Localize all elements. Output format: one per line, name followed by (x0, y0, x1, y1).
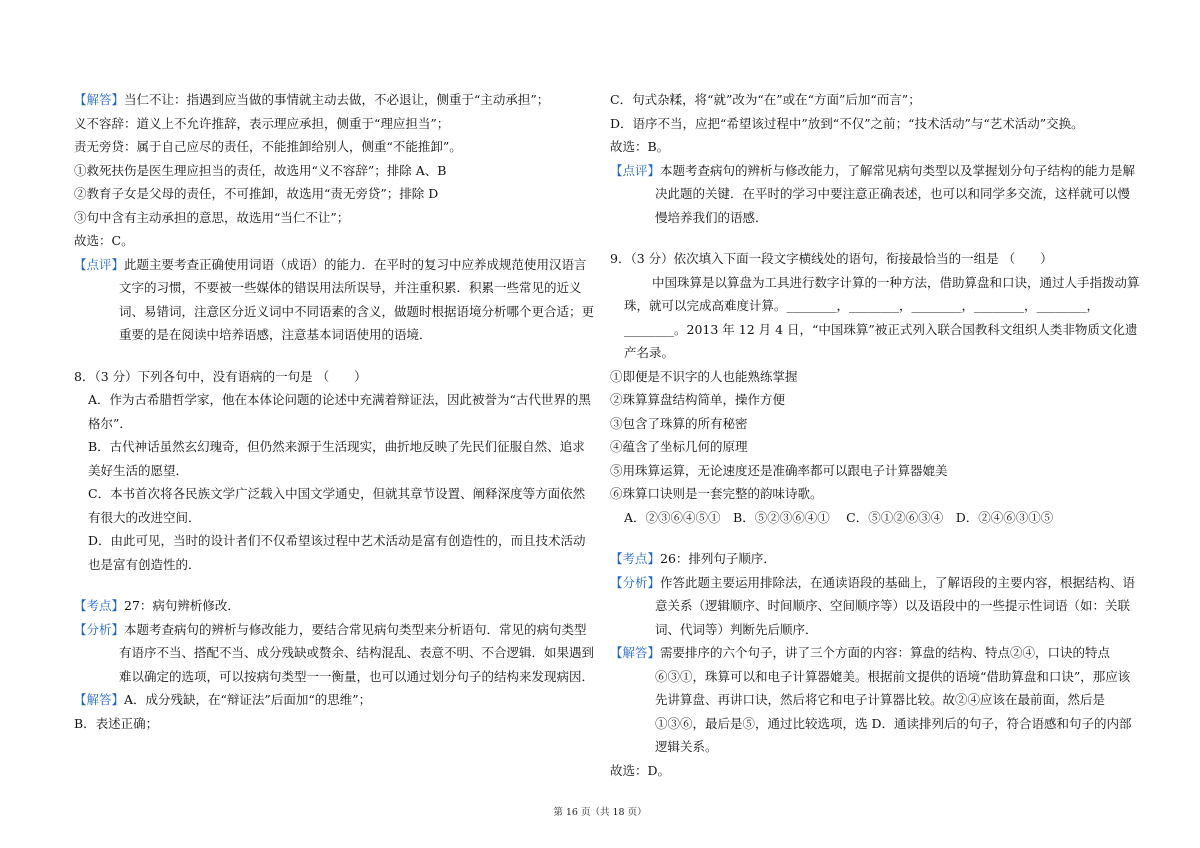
q8-option-c: C．本书首次将各民族文学广泛载入中国文学通史，但就其章节设置、阐释深度等方面依然有很大的改进空间． (88, 486, 586, 525)
jieda-1: 【解答】当仁不让：指遇到应当做的事情就主动去做，不必退让，侧重于“主动承担”； (74, 92, 550, 107)
fenxi-1: 【分析】本题考查病句的辨析与修改能力，要结合常见病句类型来分析语句．常见的病句类型有语序不当、搭配不当、成分残缺或赘余、结构混乱、表意不明、不合逻辑．如果遇到难以确定的选项，可以按病句类型一一衡量，也可以通过划分句子的结构来发现病因． (74, 621, 595, 684)
answer-b: 故选：B。 (610, 139, 670, 154)
line-1: ①救死扶伤是医生理应担当的责任，故选用“义不容辞”；排除 A、B (74, 162, 447, 178)
fenxi-2: 【分析】作答此题主要运用排除法，在通读语段的基础上，了解语段的主要内容，根据结构、语意关系（逻辑顺序、时间顺序、空间顺序等）以及语段中的一些提示性词语（如：关联词、代词等）判断先后顺序． (610, 574, 1136, 637)
q8-option-b: B．古代神话虽然玄幻瑰奇，但仍然来源于生活现实，曲折地反映了先民们征服自然、追求美好生活的愿望． (88, 439, 585, 478)
line-2: ②教育子女是父母的责任，不可推卸，故选用“责无旁贷”；排除 D (74, 186, 439, 201)
q9-passage: 中国珠算是以算盘为工具进行数字计算的一种方法，借助算盘和口诀，通过人手指拨动算珠，就可以完成高难度计算。________，________，________，________，________，________。2013 年 12 月 4 日，“中国珠算”被正式列入联合国教科文组织人类非物质文化遗产名录。 (624, 274, 1140, 360)
page-footer: 第 16 页（共 18 页） (553, 807, 647, 818)
q8-option-d: D．由此可见，当时的设计者们不仅希望该过程中艺术活动是富有创造性的，而且技术活动也是富有创造性的． (88, 533, 586, 572)
q9-sentence-5: ⑤用珠算运算，无论速度还是准确率都可以跟电子计算器媲美 (610, 462, 948, 478)
dianping-2: 【点评】本题考查病句的辨析与修改能力，了解常见病句类型以及掌握划分句子结构的能力是解决此题的关键．在平时的学习中要注意正确表述，也可以和同学多交流，这样就可以慢慢培养我们的语感． (610, 162, 1136, 225)
fix-c: C．句式杂糅，将“就”改为“在”或在“方面”后加“而言”； (610, 92, 921, 107)
q8-stem: 8．（3 分）下列各句中，没有语病的一句是 （ ） (74, 368, 367, 384)
jieda-3: 【解答】需要排序的六个句子，讲了三个方面的内容：算盘的结构、特点②④，口诀的特点⑥③①，珠算可以和电子计算器媲美。根据前文提供的语境“借助算盘和口诀”，那应该先讲算盘、再讲口诀，然后将它和电子计算器比较。故②④应该在最前面，然后是①③⑥，最后是⑤，通过比较选项，选 D．通读排列后的句子，符合语感和句子的内部逻辑关系。 (610, 645, 1132, 754)
jieda-2: 【解答】A．成分残缺，在“辩证法”后面加“的思维”； (74, 692, 372, 707)
answer-c: 故选：C。 (74, 233, 134, 248)
line-yiburongci: 义不容辞：道义上不允许推辞，表示理应承担，侧重于“理应担当”； (74, 115, 450, 131)
q9-sentence-2: ②珠算算盘结构简单，操作方便 (610, 392, 786, 407)
q9-stem: 9．（3 分）依次填入下面一段文字横线处的语句，衔接最恰当的一组是 （ ） (610, 251, 1053, 266)
right-column (610, 88, 1140, 782)
line-zewupangdai: 责无旁贷：属于自己应尽的责任，不能推卸给别人，侧重“不能推卸”。 (74, 139, 462, 154)
q9-sentence-4: ④蕴含了坐标几何的原理 (610, 439, 748, 454)
fix-d: D．语序不当，应把“希望该过程中”放到“不仅”之前；“技术活动”与“艺术活动”交换。 (610, 115, 1084, 131)
q8-option-a: A．作为古希腊哲学家，他在本体论问题的论述中充满着辩证法，因此被誉为“古代世界的黑格尔”． (88, 392, 591, 431)
q9-sentence-6: ⑥珠算口诀则是一套完整的韵味诗歌。 (610, 486, 823, 501)
line-3: ③句中含有主动承担的意思，故选用“当仁不让”； (74, 209, 350, 225)
answer-d: 故选：D。 (610, 762, 671, 778)
dianping-1: 【点评】此题主要考查正确使用词语（成语）的能力．在平时的复习中应养成规范使用汉语言文字的习惯，不要被一些媒体的错误用法所误导，并注重积累．积累一些常见的近义词、易错词，注意区分近义词中不同语素的含义，做题时根据语境分析哪个更合适；更重要的是在阅读中培养语感，注意基本词语使用的语境． (74, 256, 595, 342)
kaodian-1: 【考点】27：病句辨析修改． (74, 598, 240, 613)
q9-options: A．②③⑥④⑤① B．⑤②③⑥④① C．⑤①②⑥③④ D．②④⑥③①⑤ (624, 509, 1054, 525)
kaodian-2: 【考点】26：排列句子顺序． (610, 551, 776, 566)
q9-sentence-3: ③包含了珠算的所有秘密 (610, 415, 748, 431)
left-column (74, 88, 594, 735)
q9-sentence-1: ①即便是不识字的人也能熟练掌握 (610, 368, 798, 384)
answer-b-line: B．表述正确； (74, 715, 159, 731)
